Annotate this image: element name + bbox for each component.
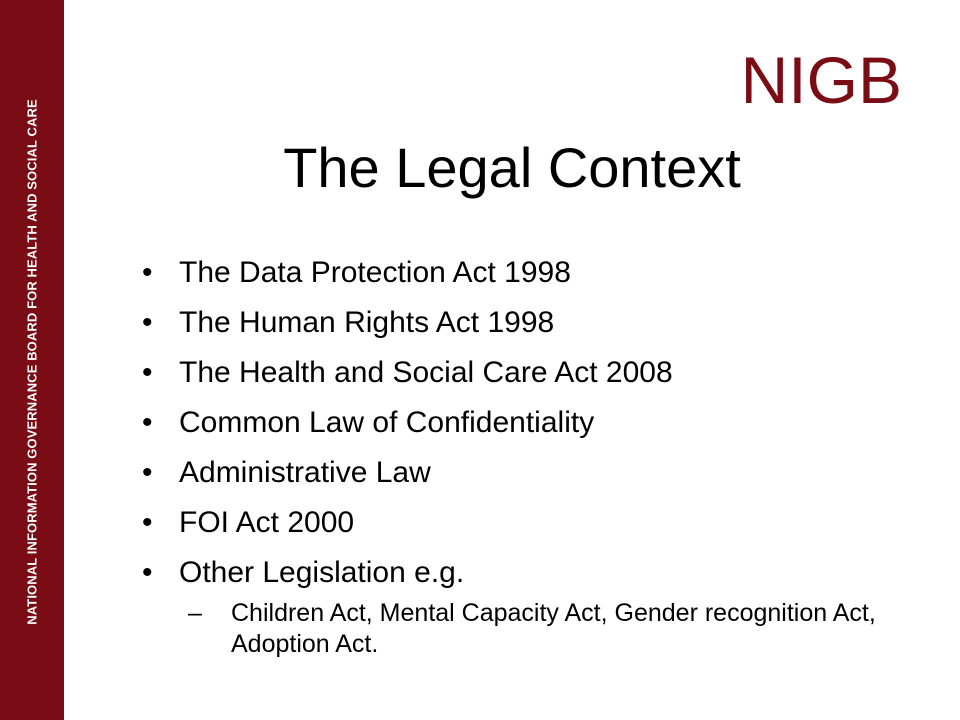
sub-bullet-list: [179, 598, 922, 660]
slide-title: The Legal Context: [283, 136, 741, 199]
sub-bullet-item: – Children Act, Mental Capacity Act, Gender recognition Act, Adoption Act.: [188, 598, 922, 660]
bullet-item: • The Data Protection Act 1998: [142, 248, 922, 298]
bullet-item: • The Human Rights Act 1998: [142, 298, 922, 348]
bullet-item: • FOI Act 2000: [142, 498, 922, 548]
bullet-item: • The Health and Social Care Act 2008: [142, 348, 922, 398]
bullet-item: • Administrative Law: [142, 448, 922, 498]
sidebar-band: [0, 0, 64, 720]
bullet-list: [142, 248, 922, 660]
bullet-item-with-sublist: [142, 548, 922, 660]
bullet-item-label: Other Legislation e.g.: [179, 556, 465, 589]
brand-logo-text: NIGB: [740, 43, 902, 117]
bullet-item: • Common Law of Confidentiality: [142, 398, 922, 448]
sidebar-organization-text: NATIONAL INFORMATION GOVERNANCE BOARD FOR HEALTH AND SOCIAL CARE: [24, 99, 40, 625]
